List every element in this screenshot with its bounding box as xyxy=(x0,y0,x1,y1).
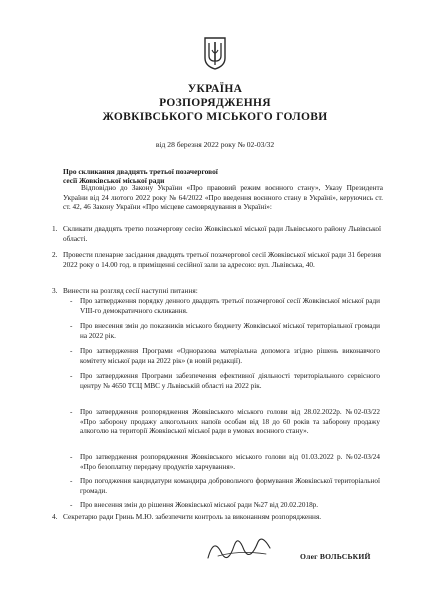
agenda-item-7: Про погодження кандидатури командира добровольчого формування Жовківської територіальної громади. xyxy=(80,477,380,495)
agenda-bullet: - xyxy=(70,501,73,509)
agenda-item-3: Про затвердження Програми «Одноразова матеріальна допомога згідно рішень виконавчого комітету міської ради на 2022 рік» (в новій редакції). xyxy=(80,347,380,365)
agenda-bullet: - xyxy=(70,477,73,485)
signatory-name: Олег ВОЛЬСЬКИЙ xyxy=(300,552,371,561)
item-number-1: 1. xyxy=(52,224,58,233)
agenda-item-4: Про затвердження Програми забезпечення ефективної діяльності територіального сервісного центру № 4650 ТСЦ МВС у Львівській області на 2022 рік. xyxy=(80,372,380,390)
item-text-3: Винести на розгляд сесії наступні питання: xyxy=(63,286,198,295)
agenda-bullet: - xyxy=(70,347,73,355)
agenda-bullet: - xyxy=(70,408,73,416)
item-number-3: 3. xyxy=(52,286,58,295)
agenda-item-5: Про затвердження розпорядження Жовківського міського голови від 28.02.2022р. №02-03/22 «Про заборону продажу алкогольних напоїв особам від 18 до 60 років та заборону продажу алкоголю на території Жовківської міської ради в умовах воєнного стану». xyxy=(80,408,380,436)
agenda-bullet: - xyxy=(70,297,73,305)
agenda-item-2: Про внесення змін до показників міського бюджету Жовківської міської територіальної громади на 2022 рік. xyxy=(80,322,380,340)
item-number-2: 2. xyxy=(52,250,58,259)
agenda-item-1: Про затвердження порядку денного двадцять третьої позачергової сесії Жовківської міської ради VIII-го демократичного скликання. xyxy=(80,297,380,315)
header-doc-type: РОЗПОРЯДЖЕННЯ xyxy=(159,97,271,109)
agenda-bullet: - xyxy=(70,322,73,330)
trident-coat-of-arms-icon xyxy=(203,36,227,70)
subject-line-2: сесії Жовківської міської ради xyxy=(63,176,165,185)
subject-line-1: Про скликання двадцять третьої позачергової xyxy=(63,167,218,176)
preamble-paragraph: Відповідно до Закону України «Про правовий режим воєнного стану», Указу Президента України від 24 лютого 2022 року № 64/2022 «Про введення воєнного стану в Україні», керуючись ст. ст. 42, 46 Закону України «Про місцеве самоврядування в Україні»: xyxy=(63,183,383,212)
agenda-bullet: - xyxy=(70,453,73,461)
item-number-4: 4. xyxy=(52,512,58,521)
handwritten-signature xyxy=(200,528,280,568)
agenda-item-6: Про затвердження розпорядження Жовківського міського голови від 01.03.2022 р. №02-03/24 «Про безоплатну передачу продуктів харчування». xyxy=(80,453,380,471)
header-authority: ЖОВКІВСЬКОГО МІСЬКОГО ГОЛОВИ xyxy=(102,111,328,123)
agenda-item-8: Про внесення змін до рішення Жовківської міської ради №27 від 20.02.2018р. xyxy=(80,501,319,509)
header-country: УКРАЇНА xyxy=(187,83,243,95)
agenda-bullet: - xyxy=(70,372,73,380)
item-text-1: Скликати двадцять третю позачергову сесію Жовківської міської ради Львівського району Львівської області. xyxy=(63,224,381,243)
item-text-2: Провести пленарне засідання двадцять третьої позачергової сесії Жовківської міської ради 31 березня 2022 року о 14.00 год. в приміщенні сесійної зали за адресою: вул. Львівська, 40. xyxy=(63,250,381,269)
item-text-4: Секретарю ради Гринь М.Ю. забезпечити контроль за виконанням розпорядження. xyxy=(63,512,322,521)
date-and-number: від 28 березня 2022 року № 02-03/32 xyxy=(155,140,275,149)
